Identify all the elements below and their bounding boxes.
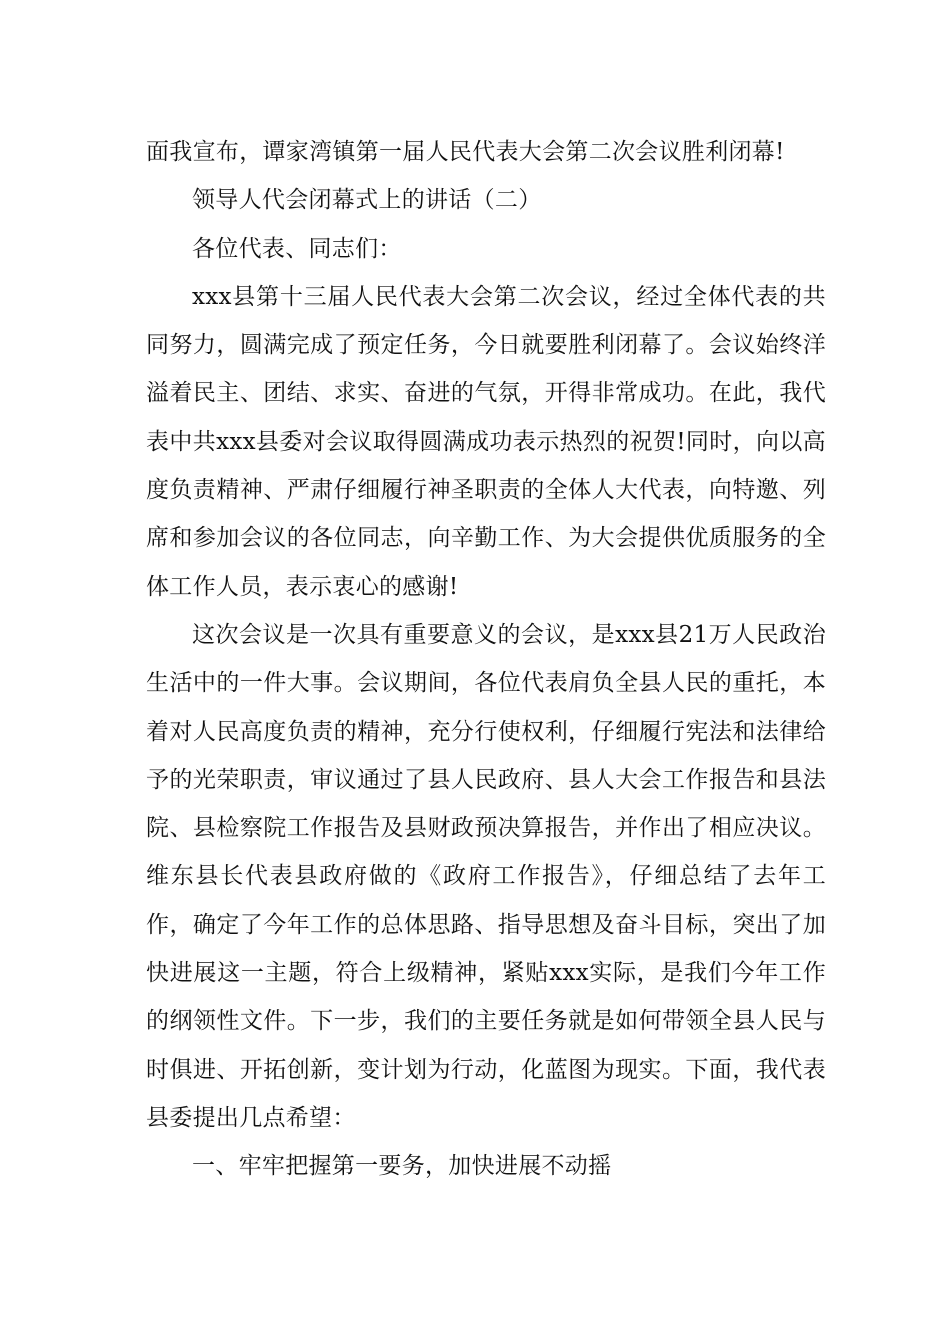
body-paragraph: 这次会议是一次具有重要意义的会议，是xxx县21万人民政治生活中的一件大事。会议期间，各位代表肩负全县人民的重托，本着对人民高度负责的精神，充分行使权利，仔细履行宪法和法律给予的光荣职责，审议通过了县人民政府、县人大会工作报告和县法院、县检察院工作报告及县财政预决算报告，并作出了相应决议。维东县长代表县政府做的《政府工作报告》，仔细总结了去年工作，确定了今年工作的总体思路、指导思想及奋斗目标，突出了加快进展这一主题，符合上级精神，紧贴xxx实际，是我们今年工作的纲领性文件。下一步，我们的主要任务就是如何带领全县人民与时俱进、开拓创新，变计划为行动，化蓝图为现实。下面，我代表县委提出几点希望：	[146, 621, 826, 1131]
speech-title: 领导人代会闭幕式上的讲话（二）	[192, 187, 542, 214]
salutation: 各位代表、同志们：	[192, 235, 402, 262]
closing-line: 面我宣布，谭家湾镇第一届人民代表大会第二次会议胜利闭幕!	[146, 139, 785, 165]
body-paragraph: xxx县第十三届人民代表大会第二次会议，经过全体代表的共同努力，圆满完成了预定任务，今日就要胜利闭幕了。会议始终洋溢着民主、团结、求实、奋进的气氛，开得非常成功。在此，我代表中共xxx县委对会议取得圆满成功表示热烈的祝贺!同时，向以高度负责精神、严肃仔细履行神圣职责的全体人大代表，向特邀、列席和参加会议的各位同志，向辛勤工作、为大会提供优质服务的全体工作人员，表示衷心的感谢!	[146, 283, 826, 600]
section-heading: 一、牢牢把握第一要务，加快进展不动摇	[192, 1153, 612, 1180]
document-body	[146, 128, 826, 1191]
